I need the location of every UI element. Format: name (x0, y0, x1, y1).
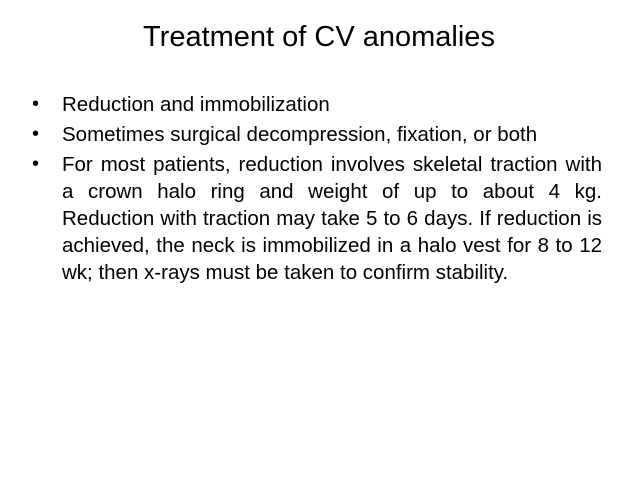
bullet-text: Reduction and immobilization (62, 93, 330, 116)
bullet-list (32, 91, 602, 289)
bullet-marker: • (32, 93, 40, 115)
slide-title: Treatment of CV anomalies (143, 21, 495, 53)
bullet-item (32, 91, 602, 118)
bullet-item (32, 121, 602, 148)
bullet-marker: • (32, 153, 40, 175)
bullet-text: For most patients, reduction involves skeletal traction with a crown halo ring and weight of up to about 4 kg. Reduction with traction may take 5 to 6 days. If reduction is achieved, the neck is immobilized in a halo vest for 8 to 12 wk; then x-rays must be taken to confirm stability. (62, 153, 602, 284)
bullet-item (32, 151, 602, 286)
bullet-text: Sometimes surgical decompression, fixation, or both (62, 123, 538, 146)
bullet-marker: • (32, 123, 40, 145)
